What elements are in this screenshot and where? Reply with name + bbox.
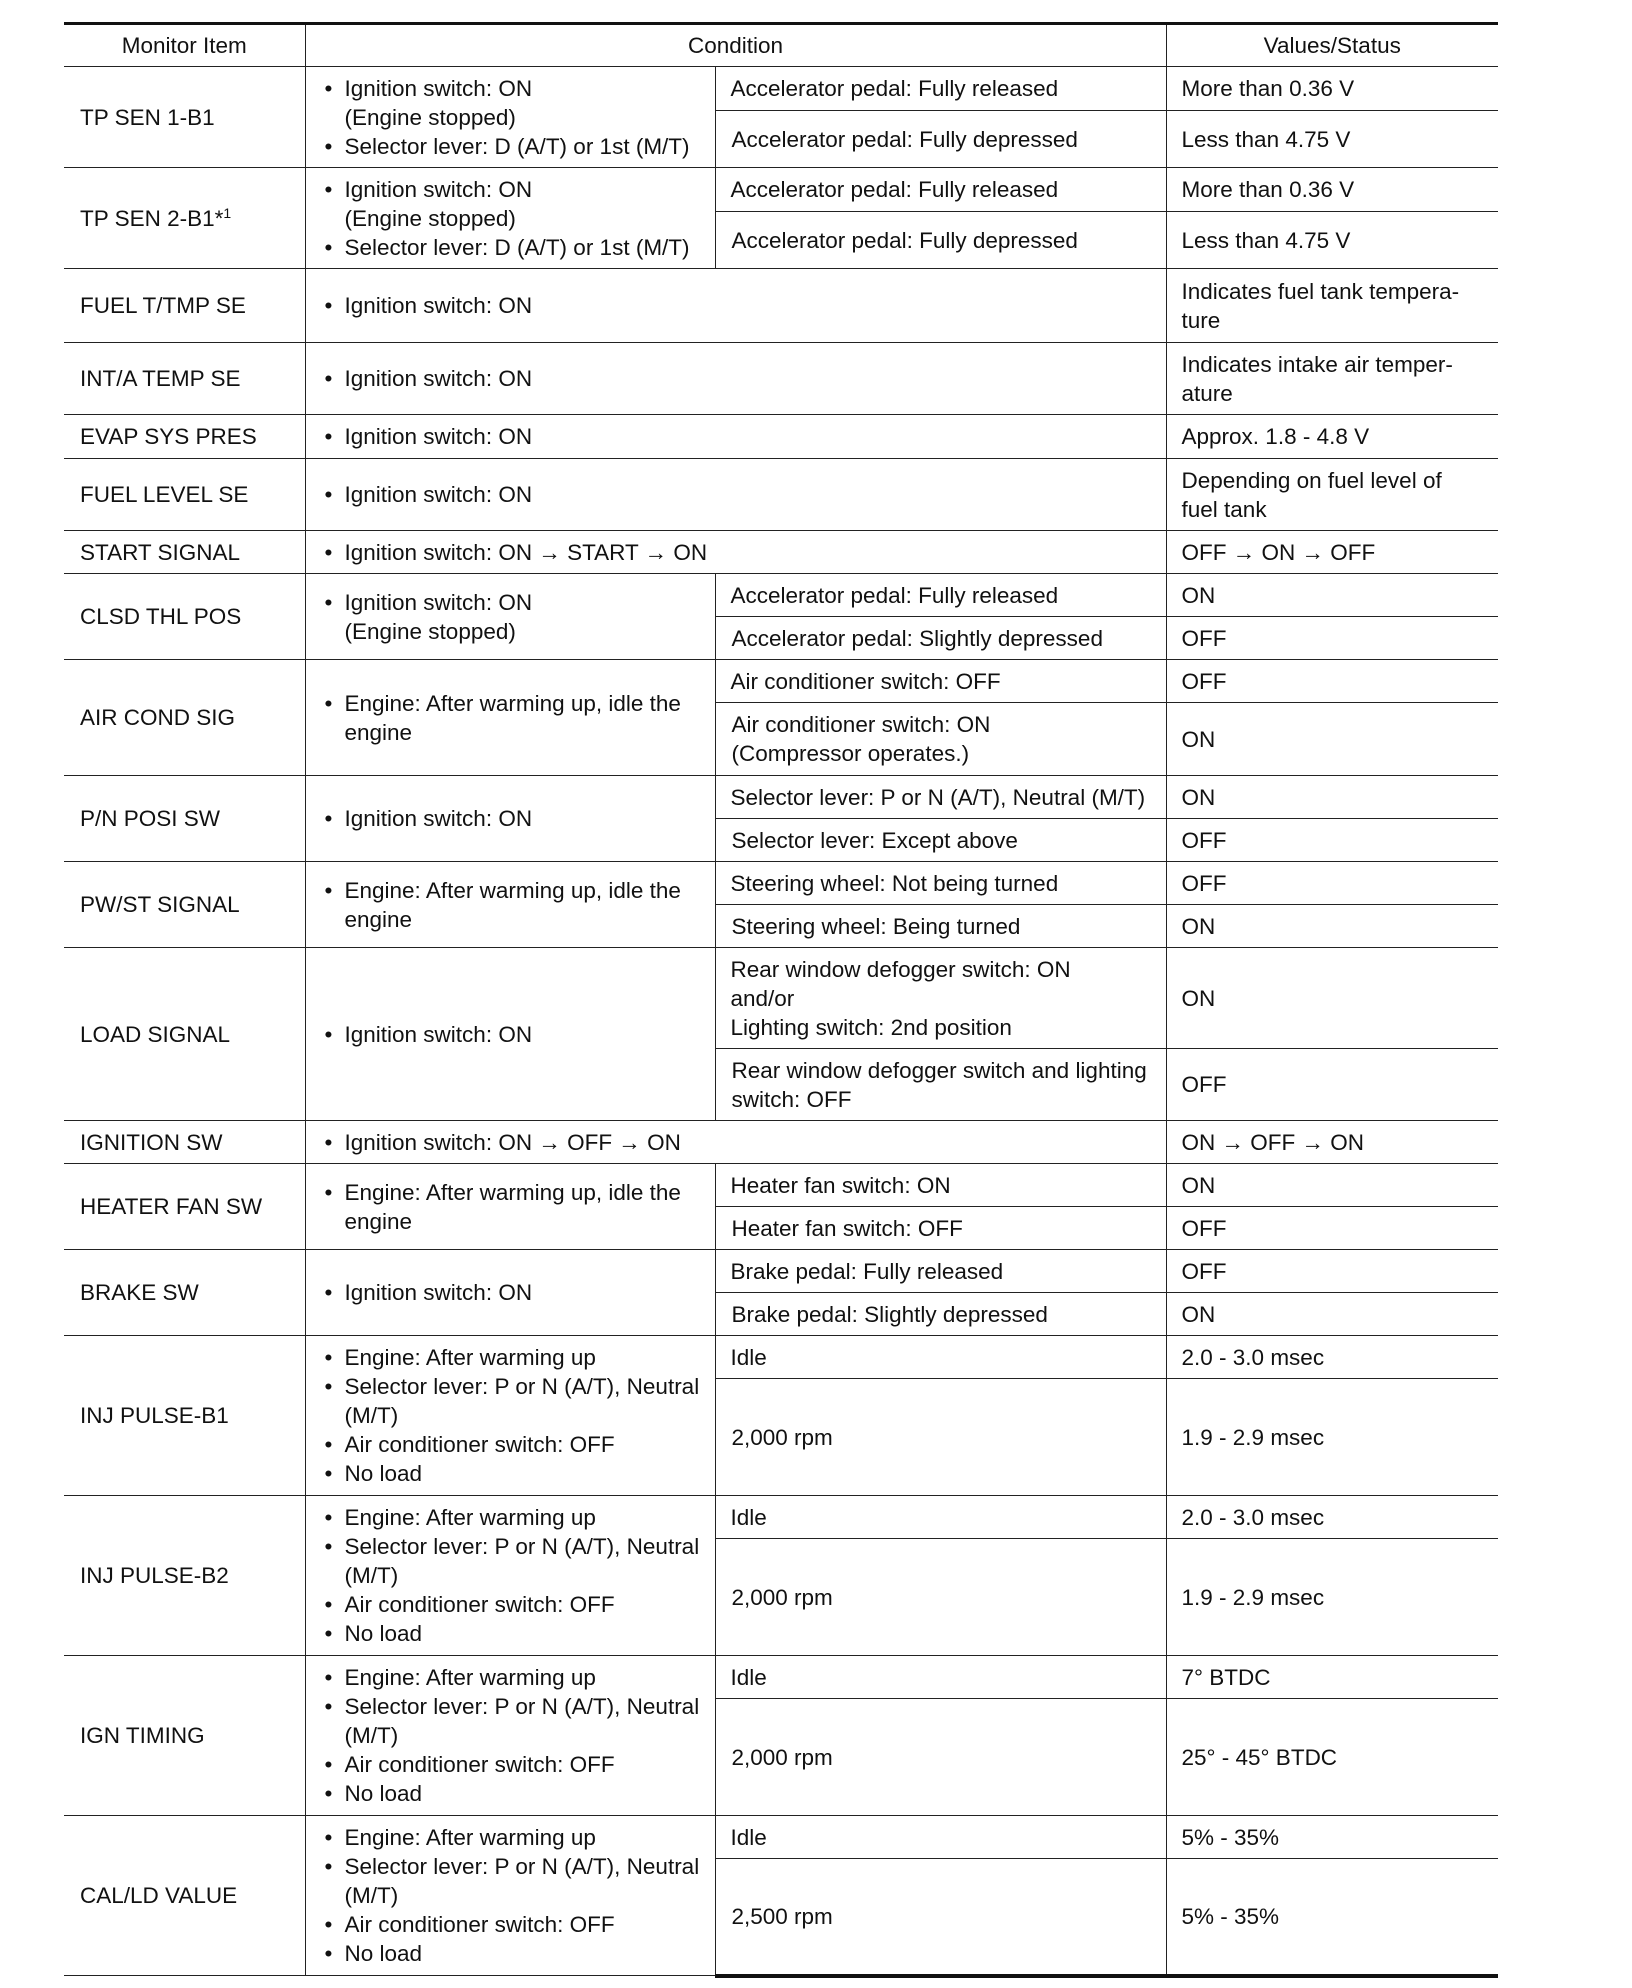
value-status: OFF	[1166, 1049, 1498, 1121]
value-status: OFF → ON → OFF	[1166, 531, 1498, 574]
condition-bullet: • Selector lever: P or N (A/T), Neutral (M/T)	[321, 1852, 700, 1910]
condition-bullet: • Ignition switch: ON (Engine stopped)	[321, 175, 700, 233]
table-row	[64, 1816, 1498, 1859]
condition-main	[305, 168, 715, 269]
condition-sub: Selector lever: Except above	[715, 819, 1166, 862]
table-row	[64, 862, 1498, 905]
monitor-item: START SIGNAL	[64, 531, 305, 574]
condition-sub: 2,000 rpm	[715, 1539, 1166, 1656]
condition-bullet: • Engine: After warming up	[321, 1343, 700, 1372]
value-status: Indicates fuel tank tempera- ture	[1166, 269, 1498, 343]
table-row	[64, 776, 1498, 819]
value-status: 1.9 - 2.9 msec	[1166, 1539, 1498, 1656]
monitor-item: FUEL T/TMP SE	[64, 269, 305, 343]
table-row	[64, 660, 1498, 703]
value-status: ON → OFF → ON	[1166, 1121, 1498, 1164]
value-status: More than 0.36 V	[1166, 67, 1498, 111]
condition-bullet: • Selector lever: P or N (A/T), Neutral (M/T)	[321, 1692, 700, 1750]
monitor-item: CAL/LD VALUE	[64, 1816, 305, 1976]
value-status: ON	[1166, 574, 1498, 617]
condition-main	[305, 776, 715, 862]
condition-bullet: • Engine: After warming up, idle the engine	[321, 876, 700, 934]
monitor-item: INJ PULSE-B2	[64, 1496, 305, 1656]
value-status: OFF	[1166, 819, 1498, 862]
table-row	[64, 531, 1498, 574]
value-status: 1.9 - 2.9 msec	[1166, 1379, 1498, 1496]
value-status: ON	[1166, 703, 1498, 776]
value-status: Less than 4.75 V	[1166, 111, 1498, 168]
condition-bullet: • Air conditioner switch: OFF	[321, 1430, 700, 1459]
condition-bullet: • Ignition switch: ON	[321, 804, 700, 833]
table-row	[64, 1496, 1498, 1539]
condition-main	[305, 1816, 715, 1976]
value-status: OFF	[1166, 1250, 1498, 1293]
condition-main	[305, 67, 715, 168]
condition-main	[305, 1656, 715, 1816]
condition-sub: Accelerator pedal: Fully depressed	[715, 111, 1166, 168]
condition-bullet: • Selector lever: P or N (A/T), Neutral (M/T)	[321, 1532, 700, 1590]
monitor-item: TP SEN 1-B1	[64, 67, 305, 168]
condition-bullet: • No load	[321, 1939, 700, 1968]
condition-bullet: • Ignition switch: ON	[321, 1278, 700, 1307]
value-status: Approx. 1.8 - 4.8 V	[1166, 415, 1498, 459]
monitor-item: EVAP SYS PRES	[64, 415, 305, 459]
condition-sub: Heater fan switch: ON	[715, 1164, 1166, 1207]
condition-main	[305, 862, 715, 948]
condition-bullet: • Air conditioner switch: OFF	[321, 1910, 700, 1939]
condition-bullet: • Selector lever: D (A/T) or 1st (M/T)	[321, 132, 700, 161]
condition-bullet: • Engine: After warming up, idle the engine	[321, 1178, 700, 1236]
condition-main	[305, 1250, 715, 1336]
condition-sub: 2,000 rpm	[715, 1699, 1166, 1816]
condition-sub: 2,000 rpm	[715, 1379, 1166, 1496]
value-status: ON	[1166, 776, 1498, 819]
condition-bullet: • Air conditioner switch: OFF	[321, 1590, 700, 1619]
monitor-item: CLSD THL POS	[64, 574, 305, 660]
condition-bullet: • Ignition switch: ON (Engine stopped)	[321, 74, 700, 132]
condition-main	[305, 1496, 715, 1656]
condition-sub: Air conditioner switch: ON (Compressor operates.)	[715, 703, 1166, 776]
value-status: 2.0 - 3.0 msec	[1166, 1336, 1498, 1379]
header-condition: Condition	[305, 24, 1166, 67]
condition-main	[305, 1164, 715, 1250]
condition-sub: Brake pedal: Slightly depressed	[715, 1293, 1166, 1336]
condition-bullet: • Ignition switch: ON → OFF → ON	[321, 1128, 1151, 1157]
table-row	[64, 1121, 1498, 1164]
value-status: Depending on fuel level of fuel tank	[1166, 459, 1498, 531]
condition-bullet: • No load	[321, 1619, 700, 1648]
condition-sub: Rear window defogger switch: ON and/or Lighting switch: 2nd position	[715, 948, 1166, 1049]
condition-sub: Steering wheel: Being turned	[715, 905, 1166, 948]
header-values-status: Values/Status	[1166, 24, 1498, 67]
table-row	[64, 948, 1498, 1049]
table-row	[64, 1656, 1498, 1699]
condition-sub: Heater fan switch: OFF	[715, 1207, 1166, 1250]
value-status: Indicates intake air temper- ature	[1166, 343, 1498, 415]
value-status: OFF	[1166, 617, 1498, 660]
table-row	[64, 1336, 1498, 1379]
condition-sub: Brake pedal: Fully released	[715, 1250, 1166, 1293]
condition-bullet: • Air conditioner switch: OFF	[321, 1750, 700, 1779]
condition-sub: Selector lever: P or N (A/T), Neutral (M/T)	[715, 776, 1166, 819]
value-status: ON	[1166, 905, 1498, 948]
condition-sub: Idle	[715, 1496, 1166, 1539]
condition-bullet: • Ignition switch: ON → START → ON	[321, 538, 1151, 567]
condition-bullet: • No load	[321, 1779, 700, 1808]
value-status: 5% - 35%	[1166, 1816, 1498, 1859]
table-row	[64, 415, 1498, 459]
condition-sub: Idle	[715, 1656, 1166, 1699]
condition-sub: Accelerator pedal: Slightly depressed	[715, 617, 1166, 660]
condition-main	[305, 948, 715, 1121]
table-row	[64, 269, 1498, 343]
table-row	[64, 574, 1498, 617]
table-header-row	[64, 24, 1498, 67]
condition-sub: 2,500 rpm	[715, 1859, 1166, 1976]
condition-bullet: • Selector lever: D (A/T) or 1st (M/T)	[321, 233, 700, 262]
monitor-spec-table	[64, 22, 1498, 1978]
value-status: ON	[1166, 1293, 1498, 1336]
monitor-item: IGN TIMING	[64, 1656, 305, 1816]
condition-main	[305, 1121, 1166, 1164]
condition-sub: Rear window defogger switch and lighting switch: OFF	[715, 1049, 1166, 1121]
condition-sub: Accelerator pedal: Fully released	[715, 67, 1166, 111]
condition-sub: Accelerator pedal: Fully depressed	[715, 212, 1166, 269]
monitor-item: INJ PULSE-B1	[64, 1336, 305, 1496]
monitor-item: IGNITION SW	[64, 1121, 305, 1164]
monitor-item: INT/A TEMP SE	[64, 343, 305, 415]
value-status: OFF	[1166, 1207, 1498, 1250]
condition-sub: Idle	[715, 1816, 1166, 1859]
value-status: ON	[1166, 1164, 1498, 1207]
value-status: 25° - 45° BTDC	[1166, 1699, 1498, 1816]
condition-bullet: • Ignition switch: ON	[321, 480, 1151, 509]
monitor-item: LOAD SIGNAL	[64, 948, 305, 1121]
monitor-item: PW/ST SIGNAL	[64, 862, 305, 948]
condition-sub: Accelerator pedal: Fully released	[715, 168, 1166, 212]
monitor-item: BRAKE SW	[64, 1250, 305, 1336]
value-status: Less than 4.75 V	[1166, 212, 1498, 269]
condition-main	[305, 531, 1166, 574]
condition-bullet: • Ignition switch: ON	[321, 1020, 700, 1049]
condition-bullet: • Selector lever: P or N (A/T), Neutral (M/T)	[321, 1372, 700, 1430]
monitor-item: P/N POSI SW	[64, 776, 305, 862]
monitor-item: HEATER FAN SW	[64, 1164, 305, 1250]
value-status: 7° BTDC	[1166, 1656, 1498, 1699]
table-row	[64, 1164, 1498, 1207]
table-row	[64, 1250, 1498, 1293]
value-status: 2.0 - 3.0 msec	[1166, 1496, 1498, 1539]
monitor-item: FUEL LEVEL SE	[64, 459, 305, 531]
condition-sub: Air conditioner switch: OFF	[715, 660, 1166, 703]
condition-bullet: • No load	[321, 1459, 700, 1488]
condition-bullet: • Engine: After warming up	[321, 1823, 700, 1852]
condition-main	[305, 269, 1166, 343]
condition-main	[305, 574, 715, 660]
condition-bullet: • Engine: After warming up	[321, 1663, 700, 1692]
condition-bullet: • Ignition switch: ON	[321, 364, 1151, 393]
value-status: More than 0.36 V	[1166, 168, 1498, 212]
condition-main	[305, 343, 1166, 415]
value-status: 5% - 35%	[1166, 1859, 1498, 1976]
condition-bullet: • Ignition switch: ON	[321, 291, 1151, 320]
condition-main	[305, 459, 1166, 531]
condition-bullet: • Ignition switch: ON	[321, 422, 1151, 451]
value-status: OFF	[1166, 660, 1498, 703]
table-row	[64, 459, 1498, 531]
condition-sub: Idle	[715, 1336, 1166, 1379]
header-monitor-item: Monitor Item	[64, 24, 305, 67]
monitor-item: TP SEN 2-B1*$^1$	[64, 168, 305, 269]
condition-sub: Steering wheel: Not being turned	[715, 862, 1166, 905]
value-status: ON	[1166, 948, 1498, 1049]
value-status: OFF	[1166, 862, 1498, 905]
condition-main	[305, 415, 1166, 459]
monitor-item: AIR COND SIG	[64, 660, 305, 776]
condition-bullet: • Ignition switch: ON (Engine stopped)	[321, 588, 700, 646]
condition-main	[305, 660, 715, 776]
condition-bullet: • Engine: After warming up, idle the engine	[321, 689, 700, 747]
condition-main	[305, 1336, 715, 1496]
condition-sub: Accelerator pedal: Fully released	[715, 574, 1166, 617]
table-row	[64, 67, 1498, 111]
condition-bullet: • Engine: After warming up	[321, 1503, 700, 1532]
table-row	[64, 168, 1498, 212]
table-row	[64, 343, 1498, 415]
